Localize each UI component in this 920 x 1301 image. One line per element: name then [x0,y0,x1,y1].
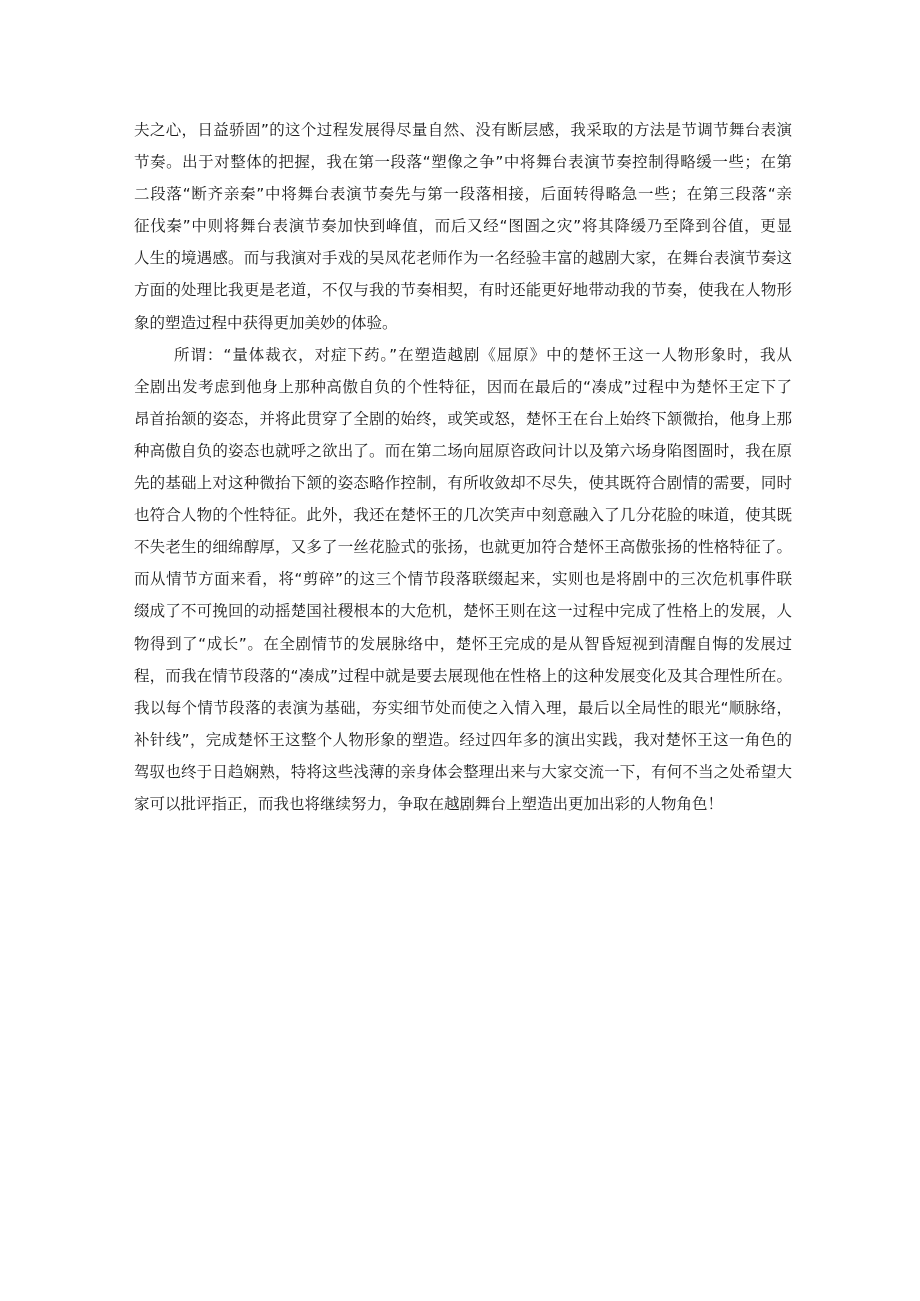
text-line: 征伐秦”中则将舞台表演节奏加快到峰值，而后又经“图圄之灾”将其降缓乃至降到谷值，更显 [134,217,792,236]
text-line: 也符合人物的个性特征。此外，我还在楚怀王的几次笑声中刻意融入了几分花脸的味道，使其既 [134,506,792,525]
paragraph-1 [134,114,792,339]
text-line: 所谓：“量体裁衣，对症下药。”在塑造越剧《屈原》中的楚怀王这一人物形象时，我从 [174,345,792,364]
text-line: 先的基础上对这种微抬下颔的姿态略作控制，有所收敛却不尽失，使其既符合剧情的需要，同时 [134,474,792,493]
text-line: 补针线”，完成楚怀王这整个人物形象的塑造。经过四年多的演出实践，我对楚怀王这一角色的 [134,730,792,749]
text-line: 而从情节方面来看，将“剪碎”的这三个情节段落联缀起来，实则也是将剧中的三次危机事件联 [134,570,792,589]
text-line: 昂首抬颔的姿态，并将此贯穿了全剧的始终，或笑或怒，楚怀王在台上始终下颔微抬，他身上那 [134,409,792,428]
text-line: 不失老生的细绵醇厚，又多了一丝花脸式的张扬，也就更加符合楚怀王高傲张扬的性格特征了。 [134,538,792,557]
text-line: 我以每个情节段落的表演为基础，夯实细节处而使之入情入理，最后以全局性的眼光“顺脉络， [134,698,792,717]
text-line: 夫之心，日益骄固”的这个过程发展得尽量自然、没有断层感，我采取的方法是节调节舞台表演 [134,121,792,139]
document-body [134,114,792,820]
text-line: 全剧出发考虑到他身上那种高傲自负的个性特征，因而在最后的“凑成”过程中为楚怀王定下了 [134,377,792,396]
text-line: 缀成了不可挽回的动摇楚国社稷根本的大危机，楚怀王则在这一过程中完成了性格上的发展，人 [134,602,792,621]
text-line: 物得到了“成长”。在全剧情节的发展脉络中，楚怀王完成的是从智昏短视到清醒自悔的发展过 [134,634,792,653]
text-line: 种高傲自负的姿态也就呼之欲出了。而在第二场向屈原咨政问计以及第六场身陷图圄时，我在原 [134,441,792,460]
text-line: 节奏。出于对整体的把握，我在第一段落“塑像之争”中将舞台表演节奏控制得略缓一些；在第 [134,153,792,172]
text-line: 驾驭也终于日趋娴熟，特将这些浅薄的亲身体会整理出来与大家交流一下，有何不当之处希望大 [134,762,792,781]
text-line: 方面的处理比我更是老道，不仅与我的节奏相契，有时还能更好地带动我的节奏，使我在人物形 [134,281,792,300]
text-line: 程，而我在情节段落的“凑成”过程中就是要去展现他在性格上的这种发展变化及其合理性所在。 [134,666,792,685]
text-line: 二段落“断齐亲秦”中将舞台表演节奏先与第一段落相接，后面转得略急一些；在第三段落“亲 [134,185,792,204]
text-line: 家可以批评指正，而我也将继续努力，争取在越剧舞台上塑造出更加出彩的人物角色！ [134,794,724,813]
text-line: 人生的境遇感。而与我演对手戏的吴凤花老师作为一名经验丰富的越剧大家，在舞台表演节奏这 [134,249,792,268]
text-line: 象的塑造过程中获得更加美妙的体验。 [134,313,398,332]
paragraph-2 [134,339,792,820]
